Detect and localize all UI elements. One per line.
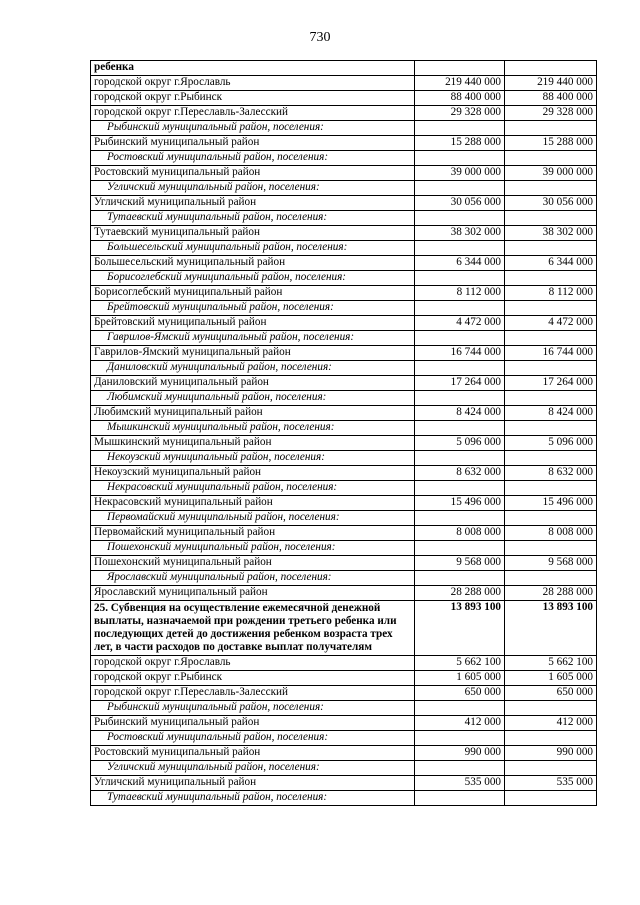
amount-cell-2: 28 288 000	[505, 586, 597, 601]
amount-cell-2: 4 472 000	[505, 316, 597, 331]
table-row	[91, 496, 597, 511]
amount-cell-1: 219 440 000	[415, 76, 505, 91]
table-row	[91, 556, 597, 571]
table-row	[91, 91, 597, 106]
amount-cell-2	[505, 511, 597, 526]
table-row	[91, 61, 597, 76]
amount-cell-2: 30 056 000	[505, 196, 597, 211]
row-name-cell: Пошехонский муниципальный район, поселения:	[91, 541, 415, 556]
row-name-cell: Брейтовский муниципальный район, поселения:	[91, 301, 415, 316]
subheader-row	[91, 271, 597, 286]
amount-cell-2	[505, 241, 597, 256]
amount-cell-1	[415, 301, 505, 316]
row-name-cell: Первомайский муниципальный район	[91, 526, 415, 541]
amount-cell-2: 219 440 000	[505, 76, 597, 91]
amount-cell-2: 15 496 000	[505, 496, 597, 511]
row-name-cell: Рыбинский муниципальный район, поселения:	[91, 701, 415, 716]
row-name-cell: Первомайский муниципальный район, поселения:	[91, 511, 415, 526]
amount-cell-1	[415, 181, 505, 196]
table-row	[91, 346, 597, 361]
amount-cell-1	[415, 361, 505, 376]
subheader-row	[91, 511, 597, 526]
row-name-cell: Гаврилов-Ямский муниципальный район	[91, 346, 415, 361]
amount-cell-2	[505, 731, 597, 746]
row-name-cell: Ростовский муниципальный район	[91, 166, 415, 181]
amount-cell-1	[415, 701, 505, 716]
subheader-row	[91, 791, 597, 806]
table-row	[91, 376, 597, 391]
row-name-cell: Большесельский муниципальный район	[91, 256, 415, 271]
amount-cell-1	[415, 541, 505, 556]
amount-cell-1	[415, 61, 505, 76]
row-name-cell: Угличский муниципальный район	[91, 776, 415, 791]
row-name-cell: 25. Субвенция на осуществление ежемесячной денежной выплаты, назначаемой при рождении третьего ребенка или последующих детей до достижения ребенком возраста трех лет, в части расходов по доставке выплат получателям	[91, 601, 415, 656]
amount-cell-2	[505, 571, 597, 586]
subheader-row	[91, 211, 597, 226]
subheader-row	[91, 451, 597, 466]
row-name-cell: Некрасовский муниципальный район	[91, 496, 415, 511]
amount-cell-2: 5 096 000	[505, 436, 597, 451]
amount-cell-2	[505, 451, 597, 466]
amount-cell-2	[505, 481, 597, 496]
subheader-row	[91, 121, 597, 136]
amount-cell-2	[505, 121, 597, 136]
amount-cell-2: 535 000	[505, 776, 597, 791]
subheader-row	[91, 761, 597, 776]
row-name-cell: Угличский муниципальный район	[91, 196, 415, 211]
amount-cell-2: 13 893 100	[505, 601, 597, 656]
table-row	[91, 256, 597, 271]
amount-cell-2: 650 000	[505, 686, 597, 701]
amount-cell-2	[505, 761, 597, 776]
budget-table	[90, 60, 597, 806]
page-number: 730	[309, 30, 331, 45]
subheader-row	[91, 571, 597, 586]
amount-cell-2	[505, 421, 597, 436]
table-row	[91, 656, 597, 671]
amount-cell-1	[415, 271, 505, 286]
row-name-cell: Даниловский муниципальный район	[91, 376, 415, 391]
row-name-cell: городской округ г.Рыбинск	[91, 671, 415, 686]
row-name-cell: городской округ г.Ярославль	[91, 76, 415, 91]
subheader-row	[91, 331, 597, 346]
table-row	[91, 106, 597, 121]
amount-cell-1: 5 662 100	[415, 656, 505, 671]
amount-cell-2	[505, 301, 597, 316]
amount-cell-2: 5 662 100	[505, 656, 597, 671]
subheader-row	[91, 421, 597, 436]
amount-cell-2	[505, 151, 597, 166]
row-name-cell: Тутаевский муниципальный район, поселения:	[91, 791, 415, 806]
amount-cell-1: 16 744 000	[415, 346, 505, 361]
amount-cell-1: 650 000	[415, 686, 505, 701]
subheader-row	[91, 301, 597, 316]
amount-cell-1: 990 000	[415, 746, 505, 761]
row-name-cell: Ростовский муниципальный район	[91, 746, 415, 761]
subheader-row	[91, 241, 597, 256]
row-name-cell: городской округ г.Рыбинск	[91, 91, 415, 106]
budget-table-body	[91, 61, 597, 806]
amount-cell-1: 88 400 000	[415, 91, 505, 106]
table-row	[91, 686, 597, 701]
table-row	[91, 671, 597, 686]
amount-cell-1: 5 096 000	[415, 436, 505, 451]
row-name-cell: Тутаевский муниципальный район, поселения:	[91, 211, 415, 226]
row-name-cell: Угличский муниципальный район, поселения:	[91, 181, 415, 196]
amount-cell-1: 8 632 000	[415, 466, 505, 481]
row-name-cell: Ярославский муниципальный район, поселения:	[91, 571, 415, 586]
subheader-row	[91, 731, 597, 746]
row-name-cell: Ярославский муниципальный район	[91, 586, 415, 601]
subheader-row	[91, 481, 597, 496]
row-name-cell: городской округ г.Переславль-Залесский	[91, 106, 415, 121]
amount-cell-1: 38 302 000	[415, 226, 505, 241]
amount-cell-1: 8 424 000	[415, 406, 505, 421]
subheader-row	[91, 151, 597, 166]
table-row	[91, 226, 597, 241]
amount-cell-1	[415, 511, 505, 526]
amount-cell-2	[505, 211, 597, 226]
amount-cell-2: 990 000	[505, 746, 597, 761]
amount-cell-1: 9 568 000	[415, 556, 505, 571]
row-name-cell: Пошехонский муниципальный район	[91, 556, 415, 571]
amount-cell-2: 6 344 000	[505, 256, 597, 271]
amount-cell-1: 13 893 100	[415, 601, 505, 656]
section-row	[91, 601, 597, 656]
amount-cell-2	[505, 271, 597, 286]
amount-cell-2: 38 302 000	[505, 226, 597, 241]
amount-cell-2: 39 000 000	[505, 166, 597, 181]
amount-cell-1: 17 264 000	[415, 376, 505, 391]
subheader-row	[91, 541, 597, 556]
row-name-cell: Любимский муниципальный район, поселения:	[91, 391, 415, 406]
amount-cell-1: 15 288 000	[415, 136, 505, 151]
amount-cell-1	[415, 391, 505, 406]
row-name-cell: Рыбинский муниципальный район	[91, 716, 415, 731]
row-name-cell: Большесельский муниципальный район, поселения:	[91, 241, 415, 256]
amount-cell-2	[505, 181, 597, 196]
subheader-row	[91, 391, 597, 406]
subheader-row	[91, 181, 597, 196]
amount-cell-2	[505, 701, 597, 716]
amount-cell-1	[415, 121, 505, 136]
amount-cell-2: 8 008 000	[505, 526, 597, 541]
amount-cell-1	[415, 571, 505, 586]
row-name-cell: Некоузский муниципальный район	[91, 466, 415, 481]
amount-cell-2	[505, 61, 597, 76]
row-name-cell: Рыбинский муниципальный район, поселения:	[91, 121, 415, 136]
amount-cell-1: 28 288 000	[415, 586, 505, 601]
row-name-cell: ребенка	[91, 61, 415, 76]
amount-cell-2	[505, 331, 597, 346]
amount-cell-1: 8 008 000	[415, 526, 505, 541]
amount-cell-1: 30 056 000	[415, 196, 505, 211]
row-name-cell: городской округ г.Переславль-Залесский	[91, 686, 415, 701]
row-name-cell: Рыбинский муниципальный район	[91, 136, 415, 151]
table-row	[91, 746, 597, 761]
table-row	[91, 406, 597, 421]
amount-cell-2: 9 568 000	[505, 556, 597, 571]
row-name-cell: Некоузский муниципальный район, поселения:	[91, 451, 415, 466]
amount-cell-1	[415, 451, 505, 466]
amount-cell-1	[415, 211, 505, 226]
table-row	[91, 166, 597, 181]
row-name-cell: Даниловский муниципальный район, поселения:	[91, 361, 415, 376]
subheader-row	[91, 701, 597, 716]
amount-cell-1: 15 496 000	[415, 496, 505, 511]
amount-cell-1	[415, 421, 505, 436]
row-name-cell: Мышкинский муниципальный район	[91, 436, 415, 451]
amount-cell-2	[505, 541, 597, 556]
row-name-cell: Борисоглебский муниципальный район	[91, 286, 415, 301]
table-row	[91, 196, 597, 211]
amount-cell-2: 17 264 000	[505, 376, 597, 391]
table-row	[91, 286, 597, 301]
amount-cell-1: 6 344 000	[415, 256, 505, 271]
row-name-cell: Ростовский муниципальный район, поселения:	[91, 731, 415, 746]
amount-cell-2	[505, 391, 597, 406]
amount-cell-2	[505, 791, 597, 806]
table-row	[91, 76, 597, 91]
amount-cell-1: 535 000	[415, 776, 505, 791]
amount-cell-1	[415, 151, 505, 166]
row-name-cell: городской округ г.Ярославль	[91, 656, 415, 671]
table-row	[91, 716, 597, 731]
table-row	[91, 436, 597, 451]
amount-cell-2: 15 288 000	[505, 136, 597, 151]
amount-cell-1	[415, 331, 505, 346]
amount-cell-2: 8 632 000	[505, 466, 597, 481]
amount-cell-1: 1 605 000	[415, 671, 505, 686]
amount-cell-2: 88 400 000	[505, 91, 597, 106]
row-name-cell: Мышкинский муниципальный район, поселения:	[91, 421, 415, 436]
row-name-cell: Ростовский муниципальный район, поселения:	[91, 151, 415, 166]
row-name-cell: Угличский муниципальный район, поселения:	[91, 761, 415, 776]
amount-cell-2	[505, 361, 597, 376]
row-name-cell: Борисоглебский муниципальный район, поселения:	[91, 271, 415, 286]
table-row	[91, 136, 597, 151]
row-name-cell: Любимский муниципальный район	[91, 406, 415, 421]
row-name-cell: Некрасовский муниципальный район, поселения:	[91, 481, 415, 496]
amount-cell-2: 8 112 000	[505, 286, 597, 301]
amount-cell-1: 4 472 000	[415, 316, 505, 331]
amount-cell-2: 1 605 000	[505, 671, 597, 686]
amount-cell-1	[415, 241, 505, 256]
amount-cell-1: 39 000 000	[415, 166, 505, 181]
amount-cell-1	[415, 481, 505, 496]
amount-cell-1: 412 000	[415, 716, 505, 731]
table-row	[91, 526, 597, 541]
amount-cell-1	[415, 731, 505, 746]
amount-cell-2: 29 328 000	[505, 106, 597, 121]
amount-cell-1	[415, 761, 505, 776]
table-row	[91, 776, 597, 791]
amount-cell-1: 8 112 000	[415, 286, 505, 301]
amount-cell-2: 412 000	[505, 716, 597, 731]
amount-cell-2: 8 424 000	[505, 406, 597, 421]
row-name-cell: Тутаевский муниципальный район	[91, 226, 415, 241]
table-row	[91, 586, 597, 601]
row-name-cell: Брейтовский муниципальный район	[91, 316, 415, 331]
subheader-row	[91, 361, 597, 376]
amount-cell-1: 29 328 000	[415, 106, 505, 121]
table-row	[91, 466, 597, 481]
table-row	[91, 316, 597, 331]
amount-cell-1	[415, 791, 505, 806]
amount-cell-2: 16 744 000	[505, 346, 597, 361]
row-name-cell: Гаврилов-Ямский муниципальный район, поселения:	[91, 331, 415, 346]
